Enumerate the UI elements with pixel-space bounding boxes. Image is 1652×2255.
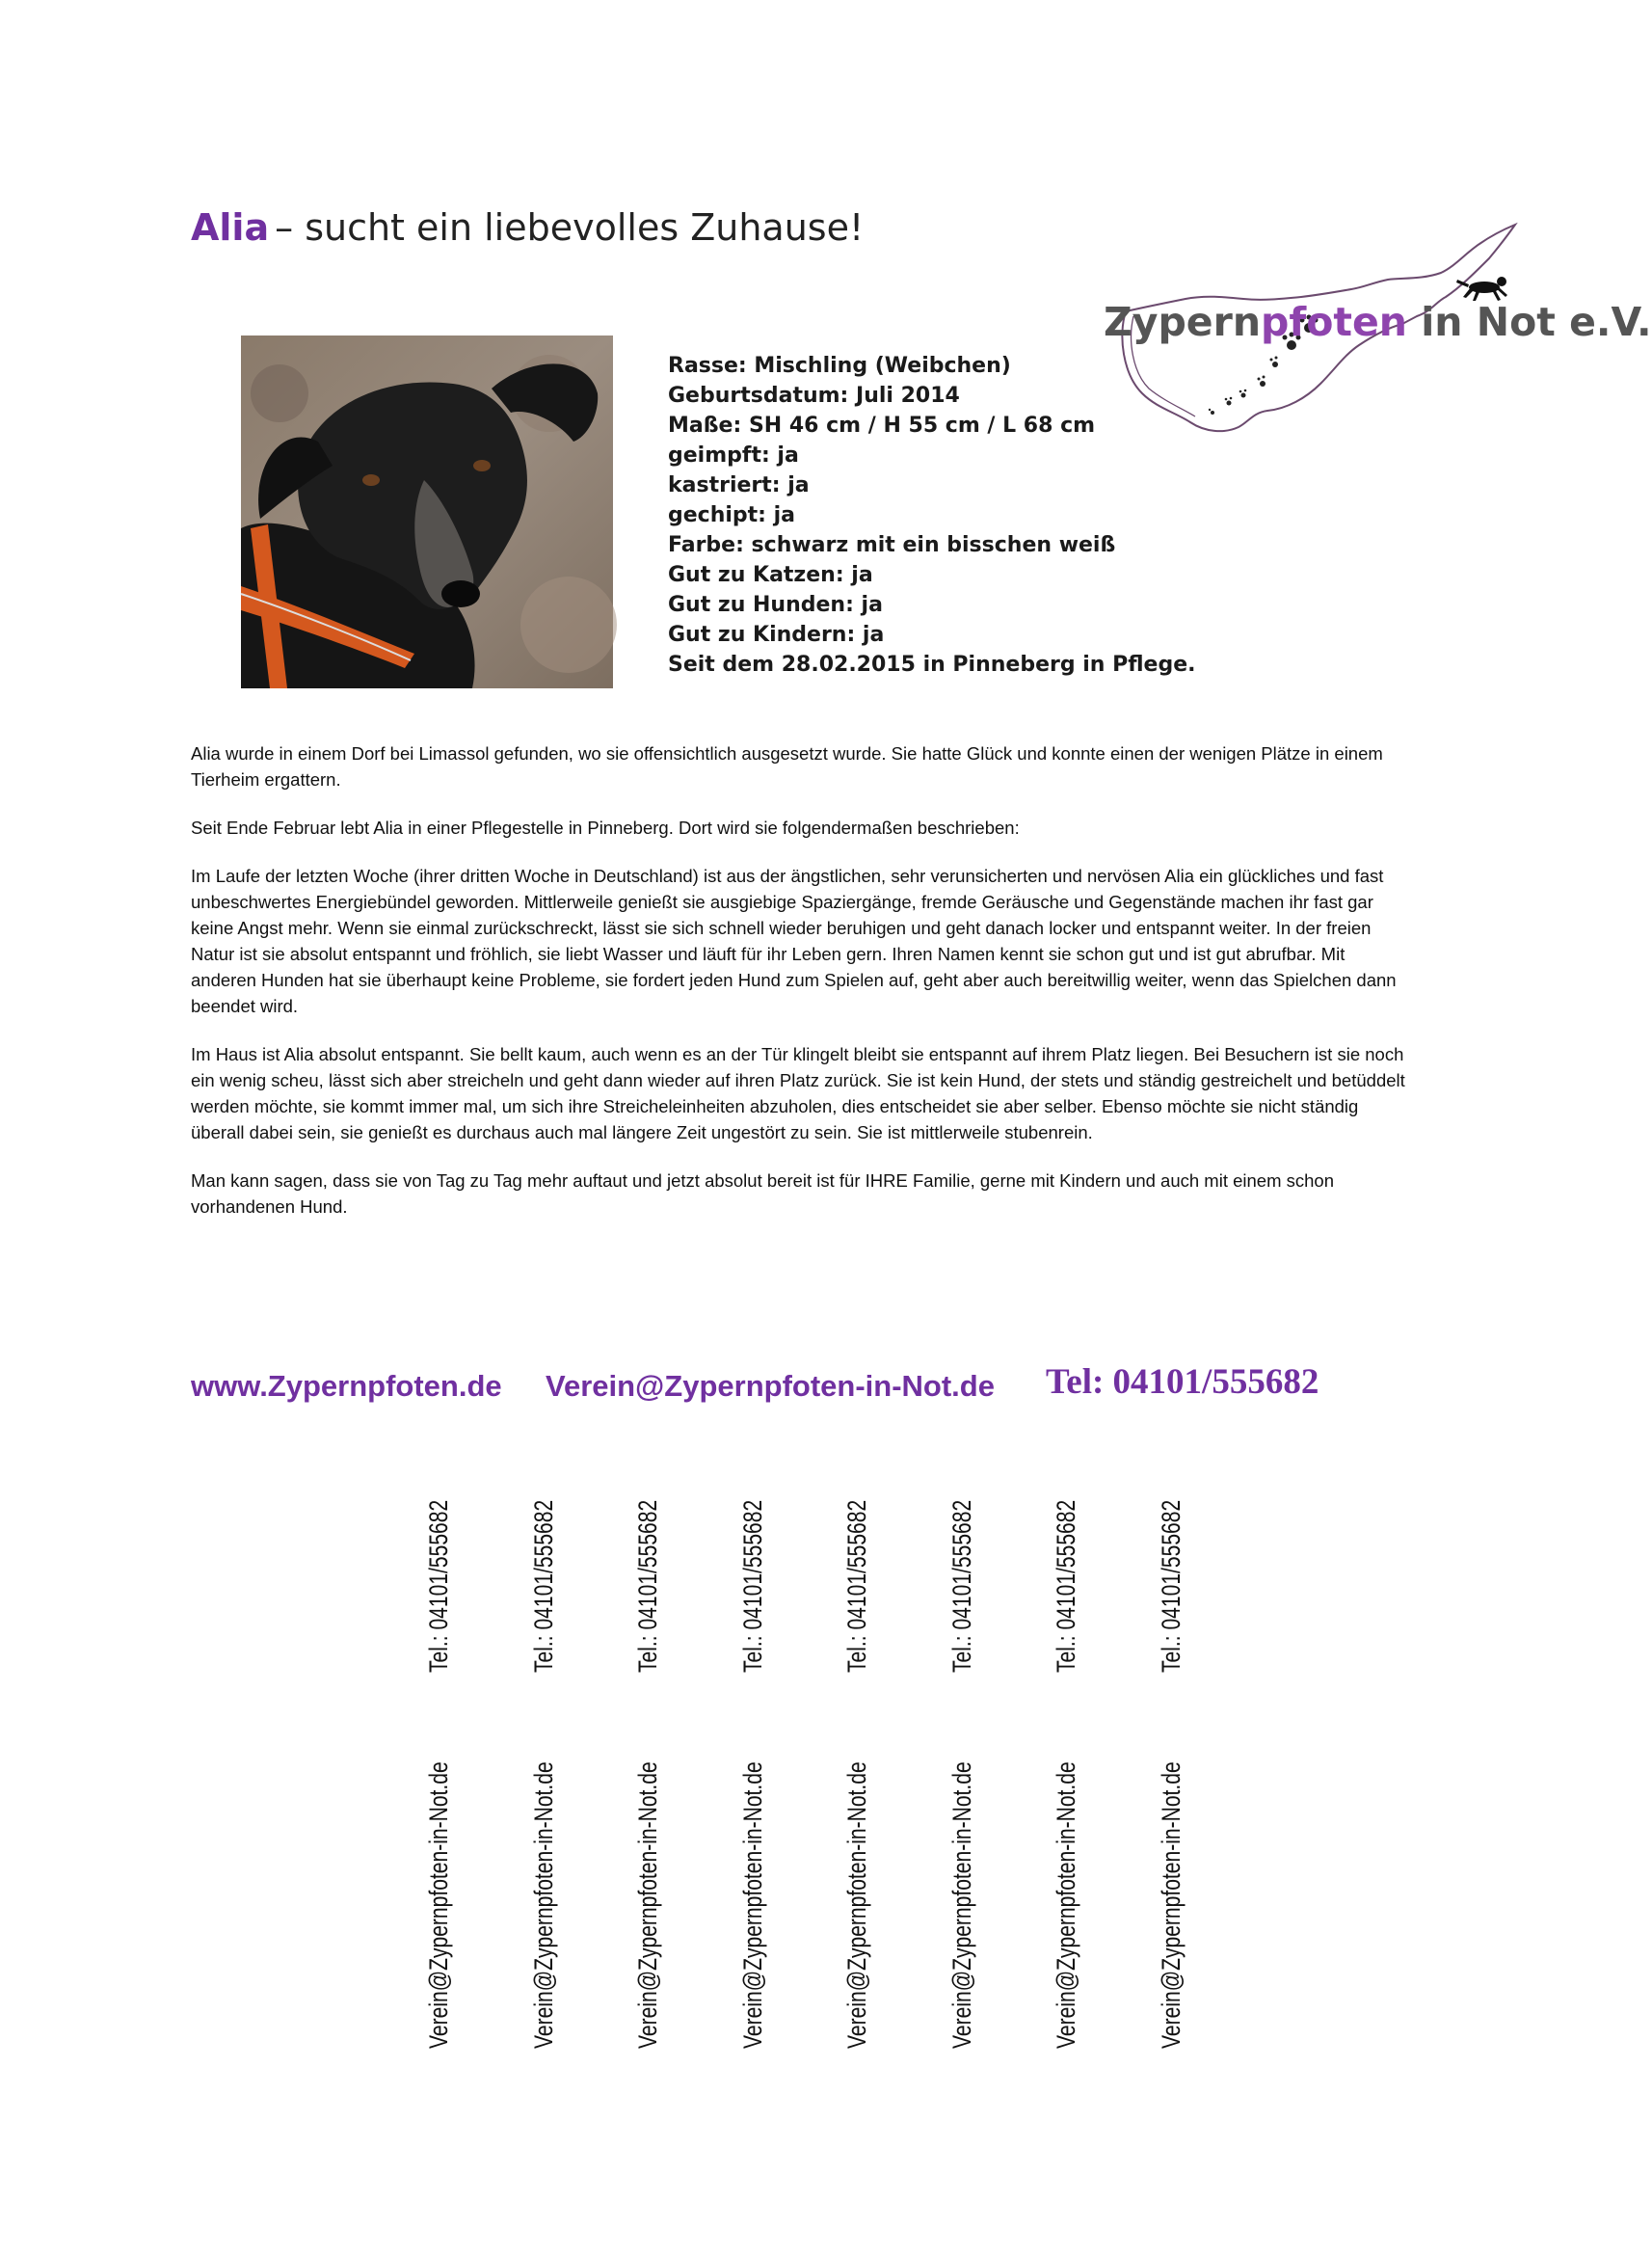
website-link[interactable]: www.Zypernpfoten.de [191,1369,502,1403]
fact-children: Gut zu Kindern: ja [668,623,885,647]
fact-breed: Rasse: Mischling (Weibchen) [668,354,1011,378]
strip-email: Verein@Zypernpfoten-in-Not.de [633,1761,662,2049]
paragraph: Im Laufe der letzten Woche (ihrer dritten Woche in Deutschland) ist aus der ängstlichen, sehr verunsicherten und nervösen Alia ein glückliches und fast unbeschwertes Energiebündel geworden. Mittlerweile genießt sie ausgiebige Spaziergänge, fremde Geräusche und Gegenstände machen ihr fast gar keine Angst mehr. Wenn sie einmal zurückschreckt, lässt sie sich schnell wieder beruhigen und geht danach locker und entspannt weiter. In der freien Natur ist sie absolut entspannt und fröhlich, sie liebt Wasser und läuft für ihr Leben gern. Ihren Namen kennt sie schon gut und ist gut abrufbar. Mit anderen Hunden hat sie überhaupt keine Probleme, sie fordert jeden Hund zum Spielen auf, geht aber auch bereitwillig weiter, wenn das Spielchen dann beendet wird. [191,866,1397,1016]
fact-birthdate: Geburtsdatum: Juli 2014 [668,384,960,408]
paragraph: Im Haus ist Alia absolut entspannt. Sie bellt kaum, auch wenn es an der Tür klingelt bleibt sie entspannt auf ihrem Platz liegen. Bei Besuchern ist sie noch ein wenig scheu, lässt sich aber streicheln und geht dann wieder auf ihren Platz zurück. Sie ist kein Hund, der stets und ständig gestreichelt und betüddelt werden möchte, sie kommt immer mal, um sich ihre Streicheleinheiten abzuholen, dies entscheidet sie aber selber. Ebenso möchte sie nicht ständig überall dabei sein, sie genießt es durchaus auch mal längere Zeit ungestört zu sein. Sie ist mittlerweile stubenrein. [191,1044,1405,1142]
fact-color: Farbe: schwarz mit ein bisschen weiß [668,533,1116,557]
strip-email: Verein@Zypernpfoten-in-Not.de [1156,1761,1186,2049]
fact-cats: Gut zu Katzen: ja [668,563,873,587]
organization-logo-text: Zypernpfoten in Not e.V. [1104,299,1652,345]
email-link[interactable]: Verein@Zypernpfoten-in-Not.de [546,1369,995,1403]
strip-phone: Tel.: 04101/555682 [1052,1499,1080,1673]
strip-phone: Tel.: 04101/555682 [946,1499,976,1673]
paragraph: Alia wurde in einem Dorf bei Limassol gefunden, wo sie offensichtlich ausgesetzt wurde. Sie hatte Glück und konnte einen der wenigen Plätze in einem Tierheim ergattern. [191,743,1383,790]
dog-photo [241,336,613,688]
strip-phone: Tel.: 04101/555682 [842,1499,871,1673]
dog-facts [668,351,1196,680]
title-tagline: – sucht ein liebevolles Zuhause! [275,206,865,249]
fact-vaccinated: geimpft: ja [668,443,799,468]
strip-email: Verein@Zypernpfoten-in-Not.de [842,1761,871,2049]
fact-neutered: kastriert: ja [668,473,810,497]
strip-phone: Tel.: 04101/555682 [528,1499,558,1673]
page-title [191,206,864,249]
strip-phone: Tel.: 04101/555682 [1156,1499,1186,1673]
description [191,740,1405,1242]
phone-number: Tel: 04101/555682 [1046,1362,1319,1402]
strip-email: Verein@Zypernpfoten-in-Not.de [424,1761,453,2049]
strip-email: Verein@Zypernpfoten-in-Not.de [737,1761,767,2049]
fact-foster: Seit dem 28.02.2015 in Pinneberg in Pflege. [668,653,1196,677]
strip-phone: Tel.: 04101/555682 [424,1499,453,1673]
strip-phone: Tel.: 04101/555682 [737,1499,767,1673]
strip-email: Verein@Zypernpfoten-in-Not.de [946,1761,976,2049]
fact-measurements: Maße: SH 46 cm / H 55 cm / L 68 cm [668,414,1096,438]
strip-phone: Tel.: 04101/555682 [633,1499,662,1673]
paragraph: Man kann sagen, dass sie von Tag zu Tag mehr auftaut und jetzt absolut bereit ist für IHRE Familie, gerne mit Kindern und auch mit einem schon vorhandenen Hund. [191,1170,1335,1217]
strip-email: Verein@Zypernpfoten-in-Not.de [1052,1761,1080,2049]
fact-dogs: Gut zu Hunden: ja [668,593,883,617]
fact-chipped: gechipt: ja [668,503,796,527]
running-dog-icon [1456,277,1507,301]
dog-name: Alia [191,206,270,249]
strip-email: Verein@Zypernpfoten-in-Not.de [528,1761,558,2049]
paragraph: Seit Ende Februar lebt Alia in einer Pflegestelle in Pinneberg. Dort wird sie folgendermaßen beschrieben: [191,818,1020,838]
